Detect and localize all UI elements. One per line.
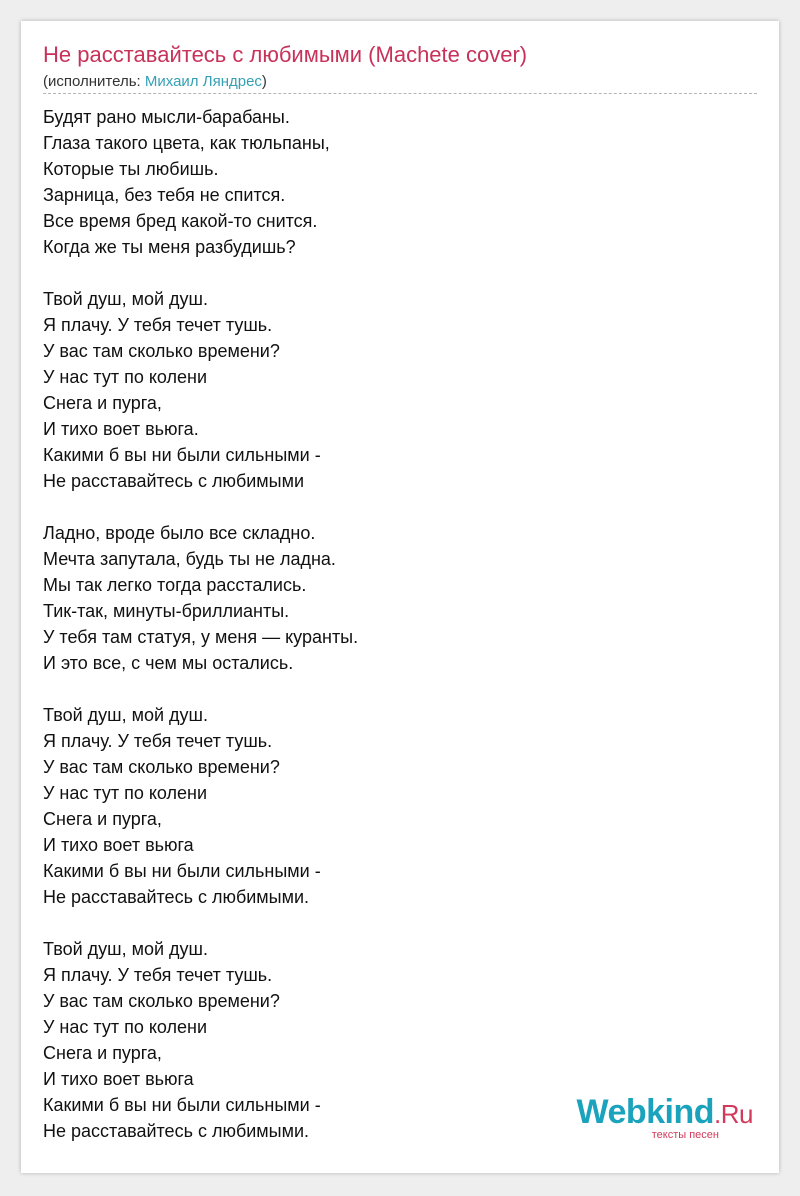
lyrics-line: Твой душ, мой душ.: [43, 939, 208, 959]
lyrics-line: У нас тут по колени: [43, 783, 208, 803]
lyrics-line: Которые ты любишь.: [43, 159, 219, 179]
lyrics-line: Я плачу. У тебя течет тушь.: [43, 315, 273, 335]
lyrics-line: У нас тут по колени: [43, 367, 208, 387]
header-divider: [43, 93, 757, 94]
lyrics-line: Мы так легко тогда расстались.: [43, 575, 307, 595]
lyrics-line: У вас там сколько времени?: [43, 991, 280, 1011]
lyrics-line: И тихо воет вьюга: [43, 1069, 194, 1089]
lyrics-line: Какими б вы ни были сильными -: [43, 445, 321, 465]
lyrics-line: Я плачу. У тебя течет тушь.: [43, 965, 273, 985]
lyrics-line: Глаза такого цвета, как тюльпаны,: [43, 133, 330, 153]
lyrics-body: [43, 104, 743, 1170]
logo-tagline: тексты песен: [651, 1129, 719, 1141]
lyrics-verse: [43, 520, 743, 676]
lyrics-line: И это все, с чем мы остались.: [43, 653, 294, 673]
lyrics-line: Не расставайтесь с любимыми.: [43, 1121, 310, 1141]
lyrics-line: Будят рано мысли-барабаны.: [43, 107, 290, 127]
song-title: Не расставайтесь с любимыми (Machete cover): [43, 42, 528, 67]
lyrics-verse: [43, 702, 743, 910]
lyrics-verse: [43, 286, 743, 494]
lyrics-verse: [43, 104, 743, 260]
lyrics-line: У вас там сколько времени?: [43, 757, 280, 777]
logo-tld-text: .Ru: [714, 1099, 753, 1129]
lyrics-line: У тебя там статуя, у меня — куранты.: [43, 627, 359, 647]
artist-link[interactable]: Михаил Ляндрес: [144, 73, 262, 90]
lyrics-line: Снега и пурга,: [43, 809, 162, 829]
lyrics-line: Все время бред какой-то снится.: [43, 211, 318, 231]
logo-main-text: Webkind: [576, 1093, 715, 1131]
lyrics-line: Какими б вы ни были сильными -: [43, 1095, 321, 1115]
lyrics-line: Снега и пурга,: [43, 1043, 162, 1063]
lyrics-line: Твой душ, мой душ.: [43, 705, 208, 725]
lyrics-line: И тихо воет вьюга: [43, 835, 194, 855]
lyrics-line: Когда же ты меня разбудишь?: [43, 237, 296, 257]
lyrics-line: Мечта запутала, будь ты не ладна.: [43, 549, 336, 569]
lyrics-line: Я плачу. У тебя течет тушь.: [43, 731, 273, 751]
lyrics-line: Твой душ, мой душ.: [43, 289, 208, 309]
lyrics-sheet: [21, 21, 779, 1173]
artist-line: [43, 73, 267, 90]
lyrics-line: У вас там сколько времени?: [43, 341, 280, 361]
artist-suffix: ): [261, 73, 267, 90]
lyrics-line: И тихо воет вьюга.: [43, 419, 199, 439]
lyrics-line: Ладно, вроде было все складно.: [43, 523, 316, 543]
lyrics-line: У нас тут по колени: [43, 1017, 208, 1037]
lyrics-line: Не расставайтесь с любимыми.: [43, 887, 310, 907]
logo-wordmark: [576, 1093, 753, 1132]
lyrics-line: Снега и пурга,: [43, 393, 162, 413]
lyrics-line: Зарница, без тебя не спится.: [43, 185, 286, 205]
lyrics-line: Тик-так, минуты-бриллианты.: [43, 601, 290, 621]
site-logo[interactable]: [553, 1093, 753, 1153]
lyrics-line: Какими б вы ни были сильными -: [43, 861, 321, 881]
lyrics-line: Не расставайтесь с любимыми: [43, 471, 305, 491]
artist-prefix: (исполнитель:: [43, 73, 145, 90]
